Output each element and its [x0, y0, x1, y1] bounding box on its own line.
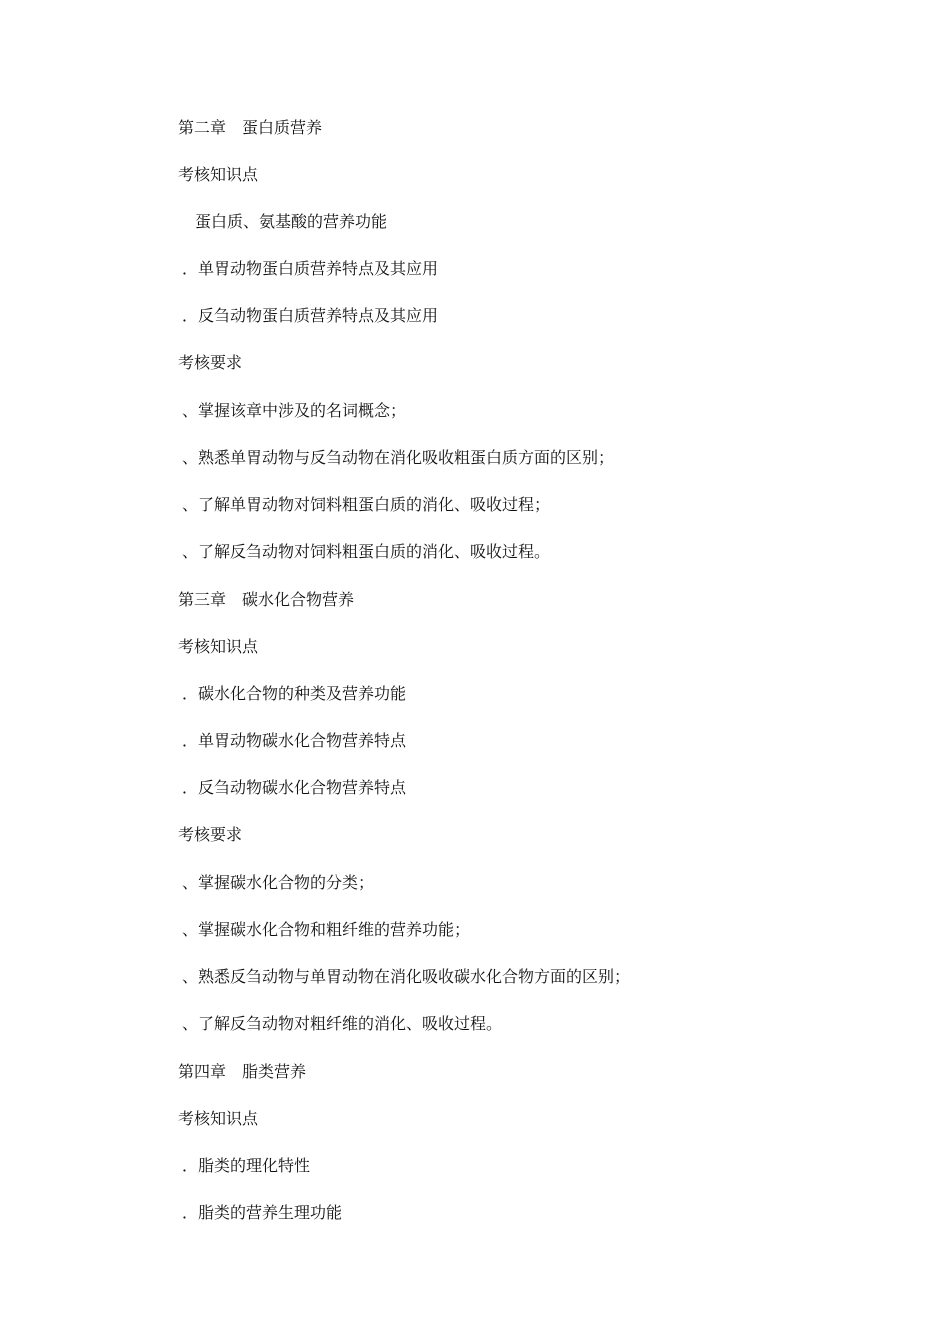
section-heading: 考核知识点	[178, 165, 259, 184]
section-heading: 考核知识点	[178, 1109, 259, 1128]
chapter-heading: 第四章 脂类营养	[178, 1062, 307, 1081]
list-item: 、掌握碳水化合物的分类；	[182, 873, 375, 892]
list-item: 、了解单胃动物对饲料粗蛋白质的消化、吸收过程；	[182, 495, 551, 514]
list-item: 蛋白质、氨基酸的营养功能	[195, 212, 388, 231]
list-item: 、了解反刍动物对粗纤维的消化、吸收过程。	[182, 1014, 503, 1033]
list-item: ．脂类的营养生理功能	[182, 1203, 343, 1222]
section-heading: 考核知识点	[178, 637, 259, 656]
list-item: 、掌握该章中涉及的名词概念；	[182, 401, 407, 420]
list-item: 、熟悉单胃动物与反刍动物在消化吸收粗蛋白质方面的区别；	[182, 448, 615, 467]
list-item: ．反刍动物碳水化合物营养特点	[182, 778, 407, 797]
list-item: ．单胃动物碳水化合物营养特点	[182, 731, 407, 750]
list-item: 、了解反刍动物对饲料粗蛋白质的消化、吸收过程。	[182, 542, 551, 561]
list-item: ．反刍动物蛋白质营养特点及其应用	[182, 306, 439, 325]
list-item: ．脂类的理化特性	[182, 1156, 311, 1175]
list-item: 、掌握碳水化合物和粗纤维的营养功能；	[182, 920, 471, 939]
chapter-heading: 第三章 碳水化合物营养	[178, 590, 355, 609]
list-item: ．碳水化合物的种类及营养功能	[182, 684, 407, 703]
chapter-heading: 第二章 蛋白质营养	[178, 118, 323, 137]
list-item: ．单胃动物蛋白质营养特点及其应用	[182, 259, 439, 278]
section-heading: 考核要求	[178, 825, 243, 844]
section-heading: 考核要求	[178, 353, 243, 372]
list-item: 、熟悉反刍动物与单胃动物在消化吸收碳水化合物方面的区别；	[182, 967, 631, 986]
